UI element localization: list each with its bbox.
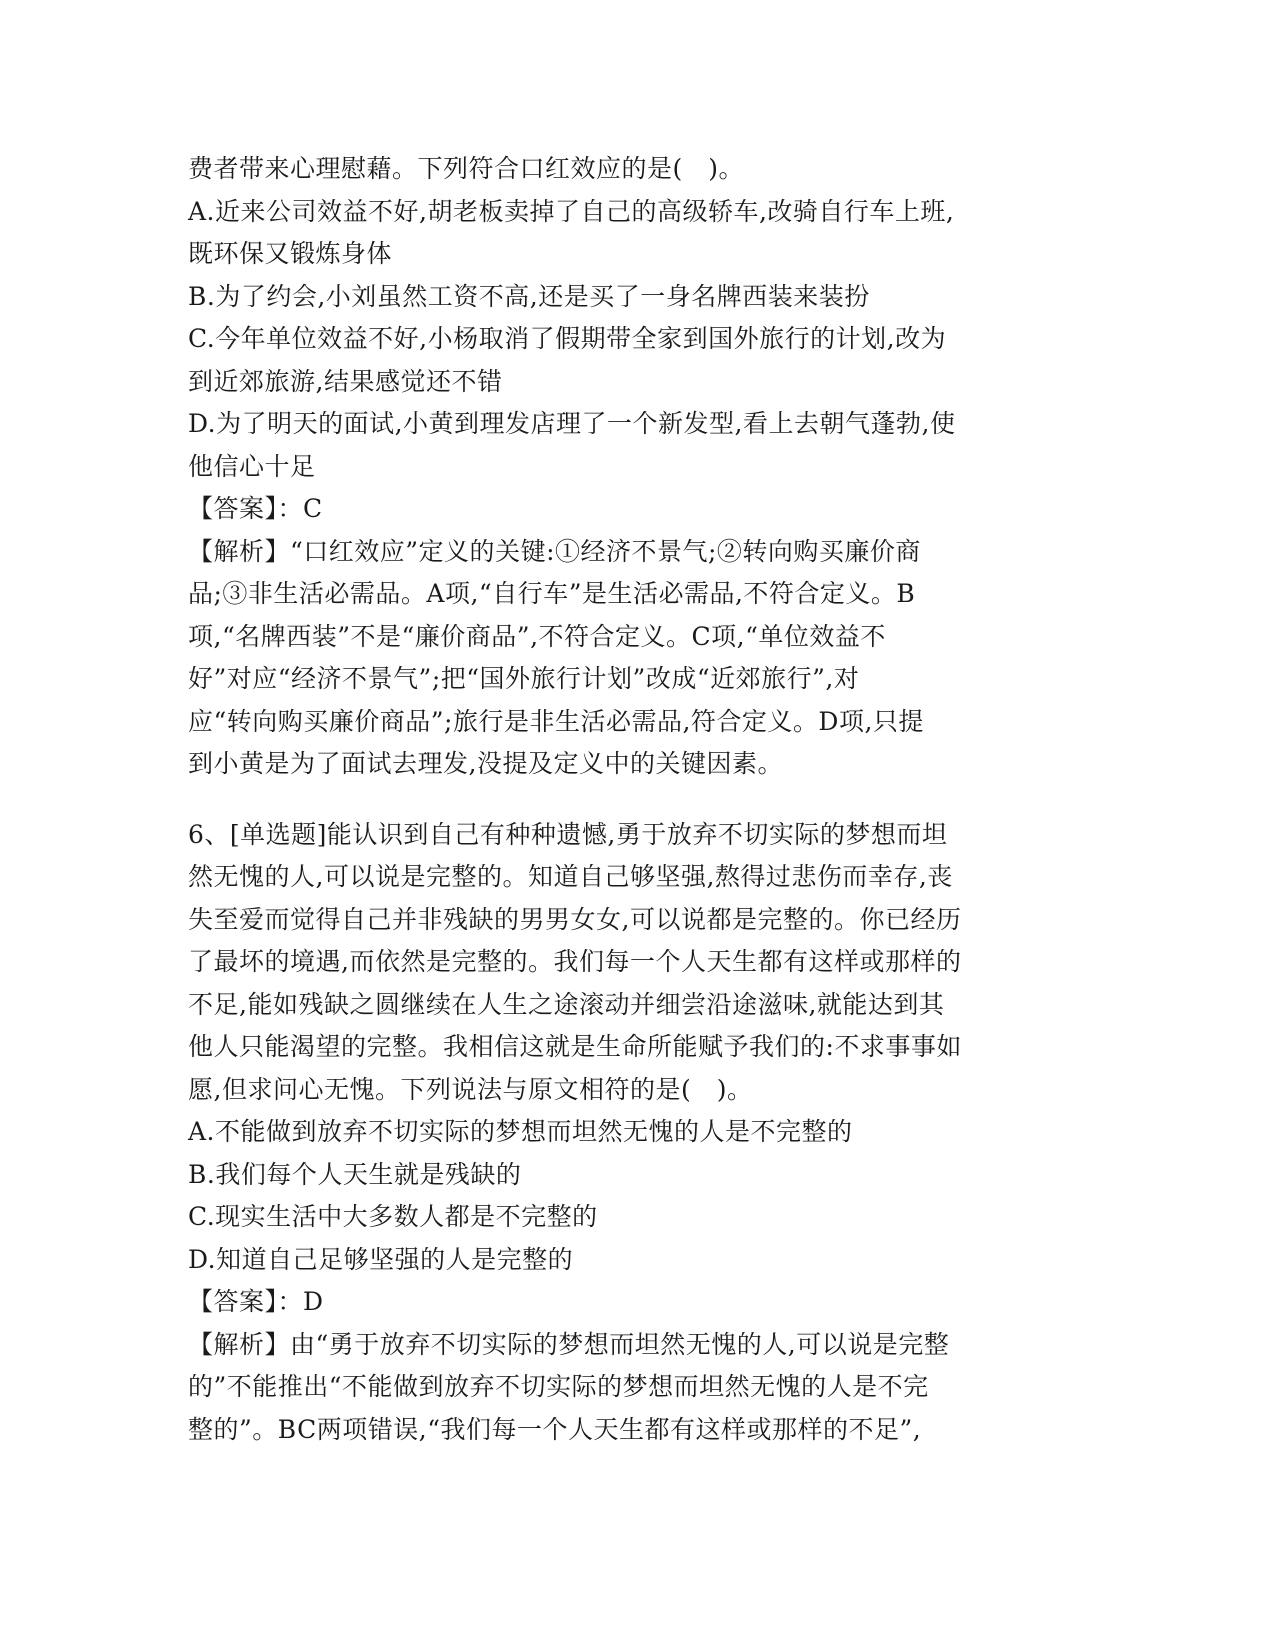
option-d: D.知道自己足够坚强的人是完整的	[188, 1244, 574, 1274]
question-5	[188, 148, 1088, 786]
option-d: D.为了明天的面试,小黄到理发店理了一个新发型,看上去朝气蓬勃,使 他信心十足	[188, 409, 956, 481]
option-a: A.近来公司效益不好,胡老板卖掉了自己的高级轿车,改骑自行车上班, 既环保又锻炼身体	[188, 196, 955, 268]
analysis: 【解析】由“勇于放弃不切实际的梦想而坦然无愧的人,可以说是完整 的”不能推出“不能做到放弃不切实际的梦想而坦然无愧的人是不完 整的”。BC两项错误,“我们每一个人天生都有这样或那样的不足”,	[188, 1329, 950, 1444]
option-b: B.我们每个人天生就是残缺的	[188, 1159, 522, 1189]
question-stem: 6、[单选题]能认识到自己有种种遗憾,勇于放弃不切实际的梦想而坦 然无愧的人,可以说是完整的。知道自己够坚强,熬得过悲伤而幸存,丧 失至爱而觉得自己并非残缺的男男女女,可以说都是完整的。你已经历 了最坏的境遇,而依然是完整的。我们每一个人天生都有这样或那样的 不足,能如残缺之圆继续在人生之途滚动并细尝沿途滋味,就能达到其 他人只能渴望的完整。我相信这就是生命所能赋予我们的:不求事事如 愿,但求问心无愧。下列说法与原文相符的是( )。	[188, 819, 962, 1104]
option-c: C.现实生活中大多数人都是不完整的	[188, 1202, 598, 1231]
analysis: 【解析】“口红效应”定义的关键:①经济不景气;②转向购买廉价商 品;③非生活必需品。A项,“自行车”是生活必需品,不符合定义。B 项,“名牌西装”不是“廉价商品”,不符合定义。C项,“单位效益不 好”对应“经济不景气”;把“国外旅行计划”改成“近郊旅行”,对 应“转向购买廉价商品”;旅行是非生活必需品,符合定义。D项,只提 到小黄是为了面试去理发,没提及定义中的关键因素。	[188, 536, 924, 778]
question-stem-tail: 费者带来心理慰藉。下列符合口红效应的是( )。	[188, 154, 745, 183]
answer: 【答案】：D	[188, 1287, 324, 1316]
option-a: A.不能做到放弃不切实际的梦想而坦然无愧的人是不完整的	[188, 1117, 853, 1146]
section-gap	[188, 786, 1088, 814]
question-6	[188, 814, 1088, 1452]
document-page	[188, 148, 1088, 1451]
option-c: C.今年单位效益不好,小杨取消了假期带全家到国外旅行的计划,改为 到近郊旅游,结果感觉还不错	[188, 324, 947, 396]
answer: 【答案】：C	[188, 494, 323, 523]
option-b: B.为了约会,小刘虽然工资不高,还是买了一身名牌西装来装扮	[188, 281, 870, 311]
